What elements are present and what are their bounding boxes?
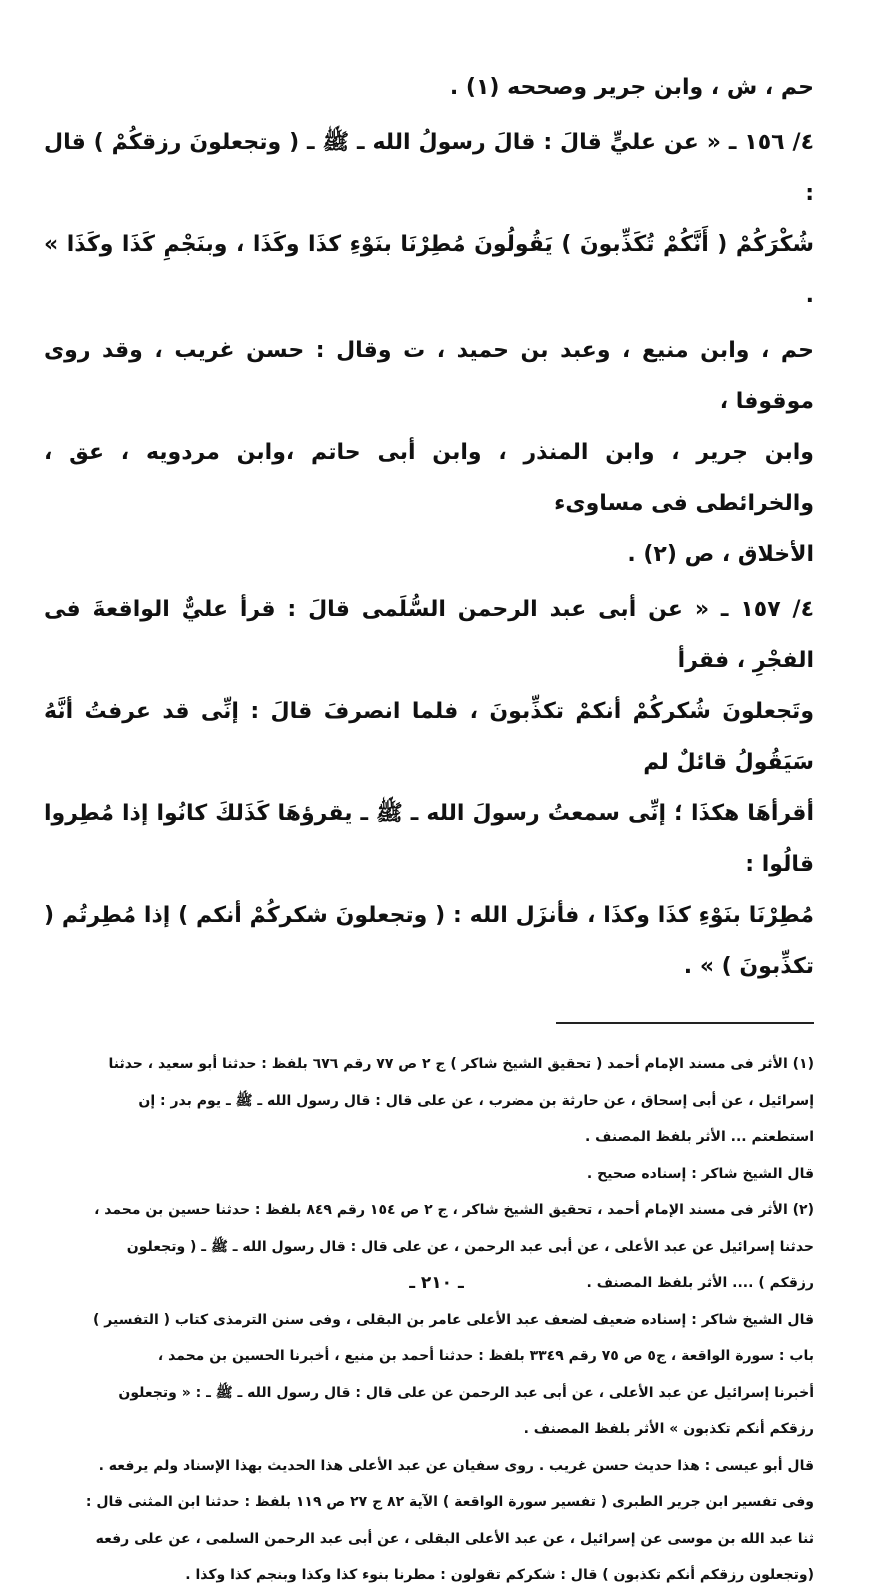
footnote-line: رزقكم ) .... الأثر بلفظ المصنف . (586, 1275, 814, 1291)
main-line: أقرأهَا هكذَا ؛ إنِّى سمعتُ رسولَ الله ـ ﷺ ـ يقرؤهَا كَذَلكَ كانُوا إذا مُطِروا قالُوا : (44, 801, 814, 877)
footnote-line: (٢) الأثر فى مسند الإمام أحمد ، تحقيق الشيخ شاكر ، ج ٢ ص ١٥٤ رقم ٨٤٩ بلفظ : حدثنا حسين بن محمد ، (94, 1202, 814, 1218)
footnote-line: قال الشيخ شاكر : إسناده ضعيف لضعف عبد الأعلى عامر بن البقلى ، وفى سنن الترمذى كتاب ( التفسير ) (93, 1311, 814, 1328)
page-number: ـ ٢١٠ ـ (409, 1273, 464, 1293)
footnote-line: وفى تفسير ابن جرير الطبرى ( تفسير سورة الواقعة ) الآية ٨٢ ج ٢٧ ص ١١٩ بلفظ : حدثنا ابن المثنى قال : (85, 1494, 814, 1510)
footnote-divider (556, 1022, 814, 1024)
main-text (44, 62, 814, 992)
main-line: مُطِرْنَا بنَوْءِ كذَا وكذَا ، فأنزَل الله : ( وتجعلونَ شكركُمْ أنكم ) إذا مُطِرتُم ( تكذِّبونَ ) » . (44, 903, 814, 979)
footnote-line: رزقكم أنكم تكذبون » الأثر بلفظ المصنف . (523, 1421, 814, 1437)
footnote-line: أخبرنا إسرائيل عن عبد الأعلى ، عن أبى عبد الرحمن عن على قال : قال رسول الله ـ ﷺ ـ : « وتجعلون (118, 1384, 814, 1401)
main-line: الأخلاق ، ص (٢) . (627, 542, 814, 567)
main-line: شُكْرَكُمْ ( أَنَّكُمْ تُكَذِّبونَ ) يَقُولُونَ مُطِرْنَا بنَوْءِ كذَا وكَذَا ، وبنَجْمِ كَذَا وكَذَا » . (44, 232, 814, 308)
footnote-line: باب : سورة الواقعة ، ج٥ ص ٧٥ رقم ٣٣٤٩ بلفظ : حدثنا أحمد بن منيع ، أخبرنا الحسين بن محمد ، (157, 1348, 814, 1364)
main-line: حم ، ش ، وابن جرير وصححه (١) . (449, 75, 814, 100)
footnote-line: استطعتم ... الأثر بلفظ المصنف . (584, 1129, 814, 1145)
main-line: وابن جرير ، وابن المنذر ، وابن أبى حاتم ،وابن مردويه ، عق ، والخرائطى فى مساوىء (44, 440, 814, 516)
footnote-line: ثنا عبد الله بن موسى عن إسرائيل ، عن عبد الأعلى البقلى ، عن أبى عبد الرحمن السلمى ، عن على رفعه (95, 1530, 814, 1547)
footnote-line: (١) الأثر فى مسند الإمام أحمد ( تحقيق الشيخ شاكر ) ج ٢ ص ٧٧ رقم ٦٧٦ بلفظ : حدثنا أبو سعيد ، حدثنا (108, 1056, 814, 1072)
footnote-line: إسرائيل ، عن أبى إسحاق ، عن حارثة بن مضرب ، عن على قال : قال رسول الله ـ ﷺ ـ يوم بدر : إن (138, 1092, 814, 1109)
footnote-line: (وتجعلون رزقكم أنكم تكذبون ) قال : شكركم تقولون : مطرنا بنوء كذا وكذا وبنجم كذا وكذا . (185, 1567, 814, 1583)
main-line: وتَجعلونَ شُكركُمْ أنكمْ تكذِّبونَ ، فلما انصرفَ قالَ : إنِّى قد عرفتُ أنَّهُ سَيَقُولُ قائلٌ لم (44, 699, 814, 775)
main-line: ٤/ ١٥٧ ـ « عن أبى عبد الرحمن السُّلَمى قالَ : قرأ عليٌّ الواقعةَ فى الفجْرِ ، فقرأ (44, 597, 814, 673)
main-line: حم ، وابن منيع ، وعبد بن حميد ، ت وقال : حسن غريب ، وقد روى موقوفا ، (44, 338, 814, 414)
footnote-line: قال الشيخ شاكر : إسناده صحيح . (586, 1165, 814, 1182)
main-line: ٤/ ١٥٦ ـ « عن عليٍّ قالَ : قالَ رسولُ الله ـ ﷺ ـ ( وتجعلونَ رزقكُمْ ) قال : (44, 130, 814, 206)
footnote-line: قال أبو عيسى : هذا حديث حسن غريب . روى سفيان عن عبد الأعلى هذا الحديث بهذا الإسناد ولم يرفعه . (98, 1457, 814, 1474)
footnote-line: حدثنا إسرائيل عن عبد الأعلى ، عن أبى عبد الرحمن ، عن على قال : قال رسول الله ـ ﷺ ـ ( وتجعلون (126, 1238, 814, 1255)
footnotes (44, 1046, 814, 1594)
page (44, 62, 814, 1594)
